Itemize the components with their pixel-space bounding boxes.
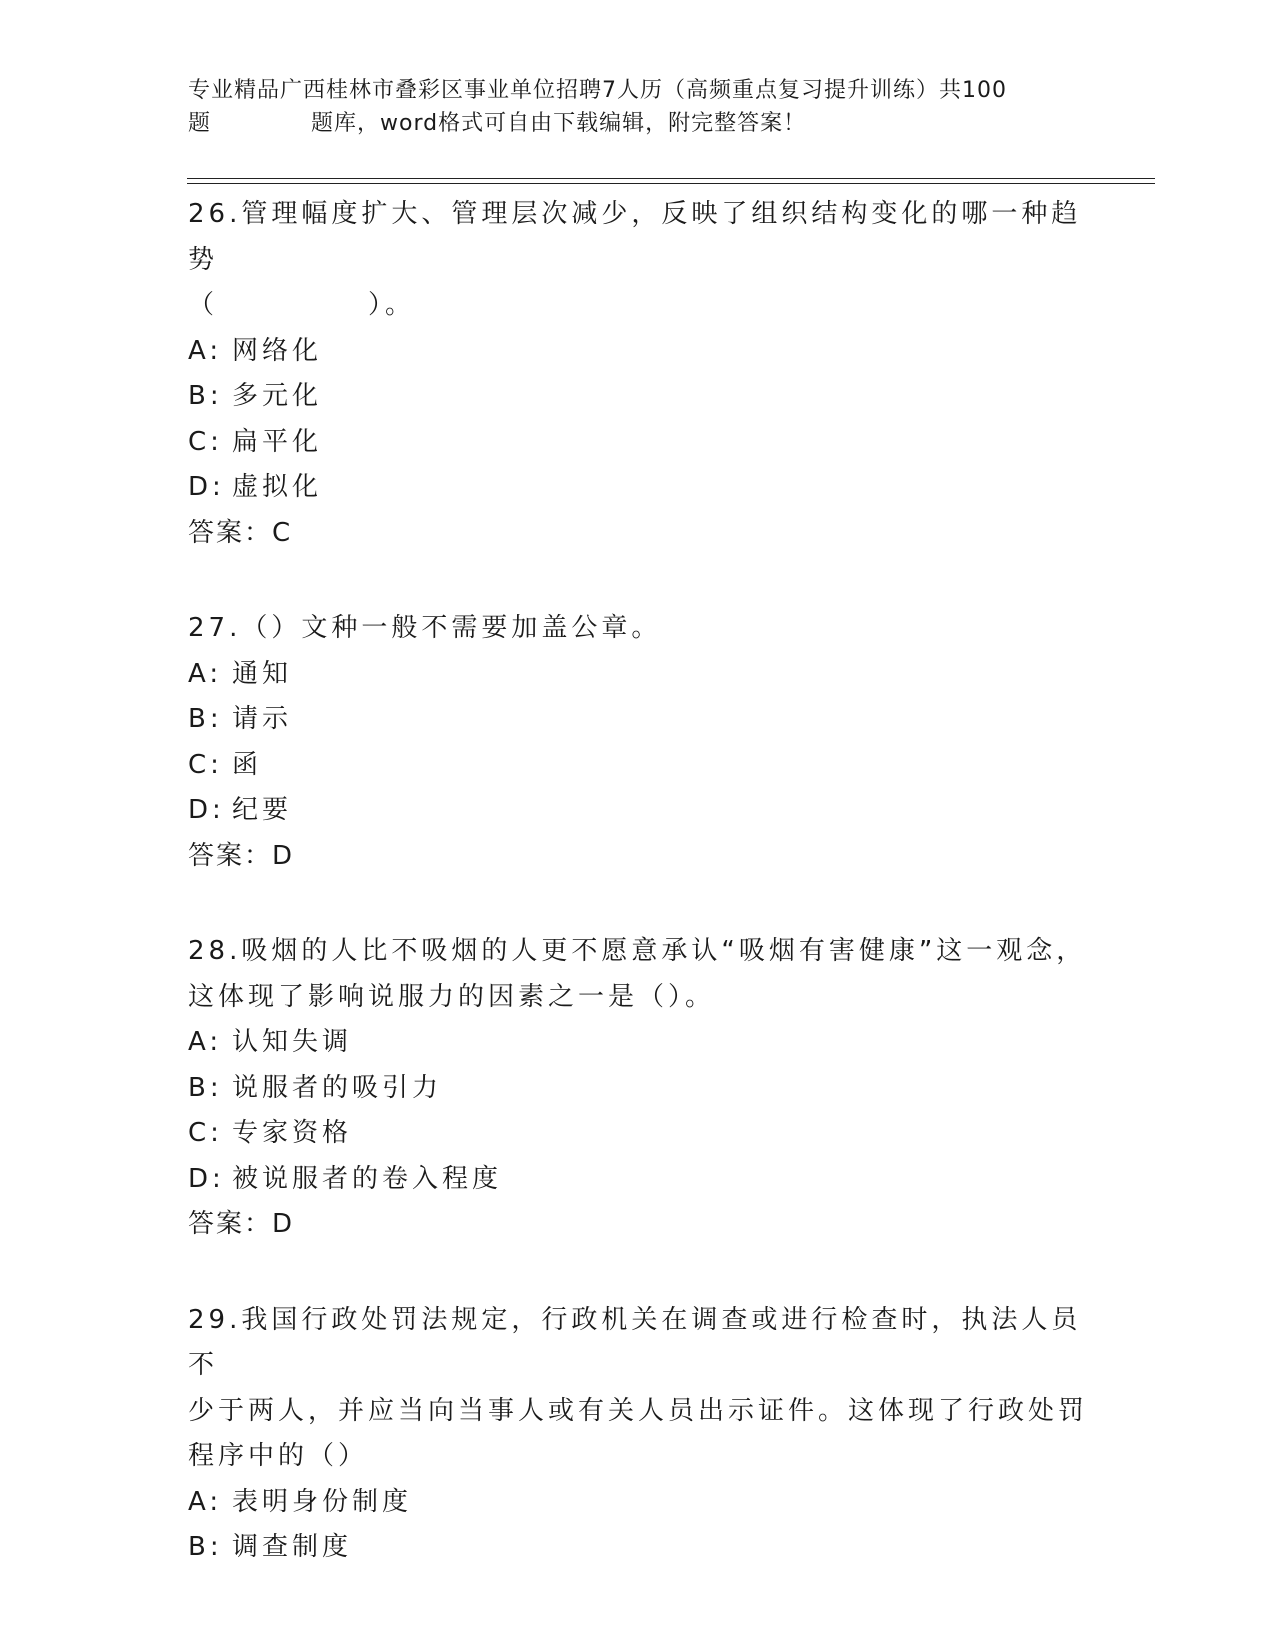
blank-open-paren: （ [188, 290, 219, 320]
option-key: D: [188, 472, 225, 502]
answer-line: 答案：C [188, 517, 293, 548]
option-c [188, 420, 1088, 466]
question-stem-line-2: 这体现了影响说服力的因素之一是（）。 [188, 981, 716, 1012]
option-key: B: [188, 1072, 223, 1103]
option-text: 网络化 [232, 335, 323, 366]
blank-close-paren: ）。 [368, 290, 416, 320]
answer-line: 答案：D [188, 840, 295, 871]
option-text: 调查制度 [232, 1532, 353, 1562]
option-d [188, 788, 1088, 834]
option-text: 专家资格 [232, 1118, 353, 1148]
option-a [188, 1480, 1088, 1526]
question-stem-line-2: 少于两人，并应当向当事人或有关人员出示证件。这体现了行政处罚 [188, 1395, 1089, 1426]
header-title-line-2 [188, 107, 1088, 140]
option-b [188, 1525, 1088, 1571]
option-text: 表明身份制度 [232, 1486, 413, 1517]
question-stem-tail [188, 283, 1088, 329]
header-title-line-2-rest: 题库，word格式可自由下载编辑，附完整答案！ [311, 111, 807, 136]
option-text: 被说服者的卷入程度 [232, 1163, 503, 1194]
option-key: A: [188, 335, 223, 366]
page-header [188, 74, 1088, 140]
option-text: 认知失调 [232, 1027, 353, 1057]
question-stem: 26.管理幅度扩大、管理层次减少，反映了组织结构变化的哪一种趋势 [188, 199, 1082, 275]
question-28 [188, 929, 1088, 1248]
option-key: B: [188, 1532, 223, 1562]
option-text: 扁平化 [232, 426, 323, 457]
option-key: D: [188, 795, 225, 825]
option-key: D: [188, 1163, 225, 1194]
option-text: 说服者的吸引力 [232, 1072, 443, 1103]
option-d [188, 465, 1088, 511]
option-a [188, 329, 1088, 375]
option-b [188, 697, 1088, 743]
answer-line: 答案：D [188, 1209, 295, 1239]
option-key: B: [188, 381, 223, 411]
option-text: 纪要 [232, 795, 293, 825]
question-29 [188, 1298, 1088, 1571]
option-d [188, 1157, 1088, 1203]
header-divider-bottom [187, 183, 1155, 184]
option-c [188, 743, 1088, 789]
question-27 [188, 606, 1088, 879]
option-key: C: [188, 1118, 223, 1148]
question-stem-line-3: 程序中的（） [188, 1441, 369, 1471]
header-title-line-2-start: 题 [188, 111, 212, 136]
option-text: 通知 [232, 658, 293, 689]
option-b [188, 374, 1088, 420]
option-text: 虚拟化 [232, 472, 323, 502]
option-key: A: [188, 1486, 223, 1517]
option-key: C: [188, 426, 223, 457]
option-key: C: [188, 749, 223, 780]
question-list [188, 192, 1088, 1621]
option-a [188, 652, 1088, 698]
question-stem: 27.（）文种一般不需要加盖公章。 [188, 613, 662, 643]
option-text: 请示 [232, 704, 293, 734]
header-divider-top [187, 178, 1155, 179]
option-text: 函 [232, 749, 263, 780]
option-key: B: [188, 704, 223, 734]
option-text: 多元化 [232, 381, 323, 411]
question-stem: 28.吸烟的人比不吸烟的人更不愿意承认“吸烟有害健康”这一观念， [188, 936, 1087, 966]
option-key: A: [188, 658, 223, 689]
question-stem: 29.我国行政处罚法规定，行政机关在调查或进行检查时，执法人员不 [188, 1304, 1082, 1380]
option-key: A: [188, 1027, 223, 1057]
option-a [188, 1020, 1088, 1066]
question-26 [188, 192, 1088, 556]
header-title-line-1: 专业精品广西桂林市叠彩区事业单位招聘7人历（高频重点复习提升训练）共100 [188, 78, 1007, 103]
option-c [188, 1111, 1088, 1157]
option-b [188, 1066, 1088, 1112]
